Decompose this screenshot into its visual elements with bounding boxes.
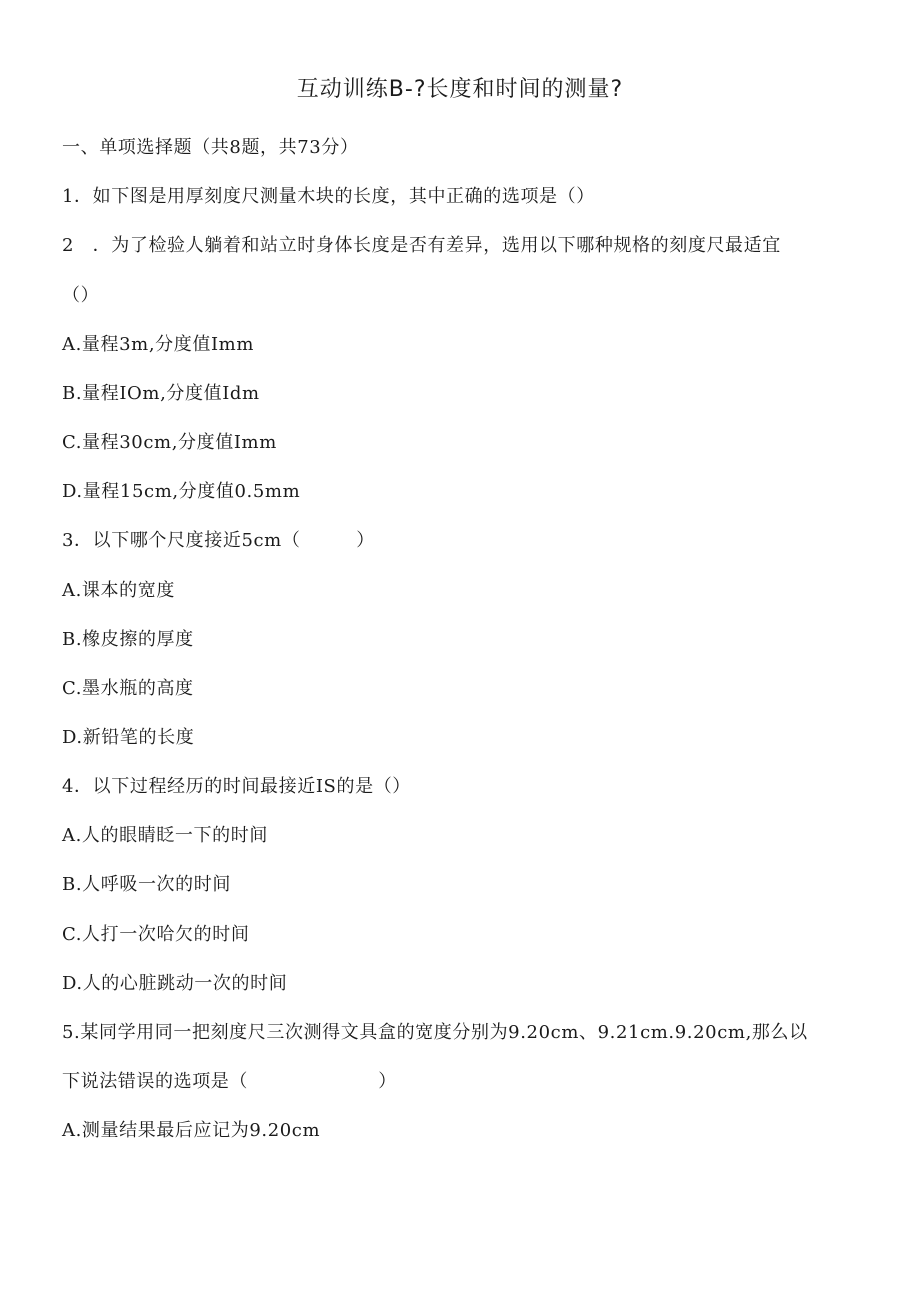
- question-1: 1．如下图是用厚刻度尺测量木块的长度，其中正确的选项是（）: [62, 186, 595, 207]
- q3-option-c: C.墨水瓶的高度: [62, 678, 194, 699]
- q4-option-c: C.人打一次哈欠的时间: [62, 924, 250, 945]
- q2-option-b: B.量程IOm,分度值Idm: [62, 383, 260, 404]
- q2-option-c: C.量程30cm,分度值Imm: [62, 432, 277, 453]
- q4-option-b: B.人呼吸一次的时间: [62, 874, 231, 895]
- q2-option-a: A.量程3m,分度值Imm: [62, 334, 255, 355]
- question-2-blank: （）: [62, 285, 100, 306]
- section-heading: 一、单项选择题（共8题，共73分）: [62, 137, 359, 158]
- q4-option-d: D.人的心脏跳动一次的时间: [62, 973, 288, 994]
- q2-option-d: D.量程15cm,分度值0.5mm: [62, 481, 301, 502]
- question-2: 2 ．为了检验人躺着和站立时身体长度是否有差异，选用以下哪种规格的刻度尺最适宜: [62, 235, 781, 256]
- q3-option-a: A.课本的宽度: [62, 580, 175, 601]
- question-5-continued: 下说法错误的选项是（ ）: [62, 1071, 397, 1092]
- q3-option-d: D.新铅笔的长度: [62, 727, 195, 748]
- q5-option-a: A.测量结果最后应记为9.20cm: [62, 1120, 321, 1141]
- q3-option-b: B.橡皮擦的厚度: [62, 629, 194, 650]
- page-title: 互动训练B-?长度和时间的测量?: [296, 77, 624, 102]
- question-5: 5.某同学用同一把刻度尺三次测得文具盒的宽度分别为9.20cm、9.21cm.9.20cm,那么以: [62, 1022, 808, 1043]
- question-4: 4．以下过程经历的时间最接近IS的是（）: [62, 776, 411, 797]
- question-3: 3．以下哪个尺度接近5cm（ ）: [62, 530, 375, 551]
- q4-option-a: A.人的眼睛眨一下的时间: [62, 825, 268, 846]
